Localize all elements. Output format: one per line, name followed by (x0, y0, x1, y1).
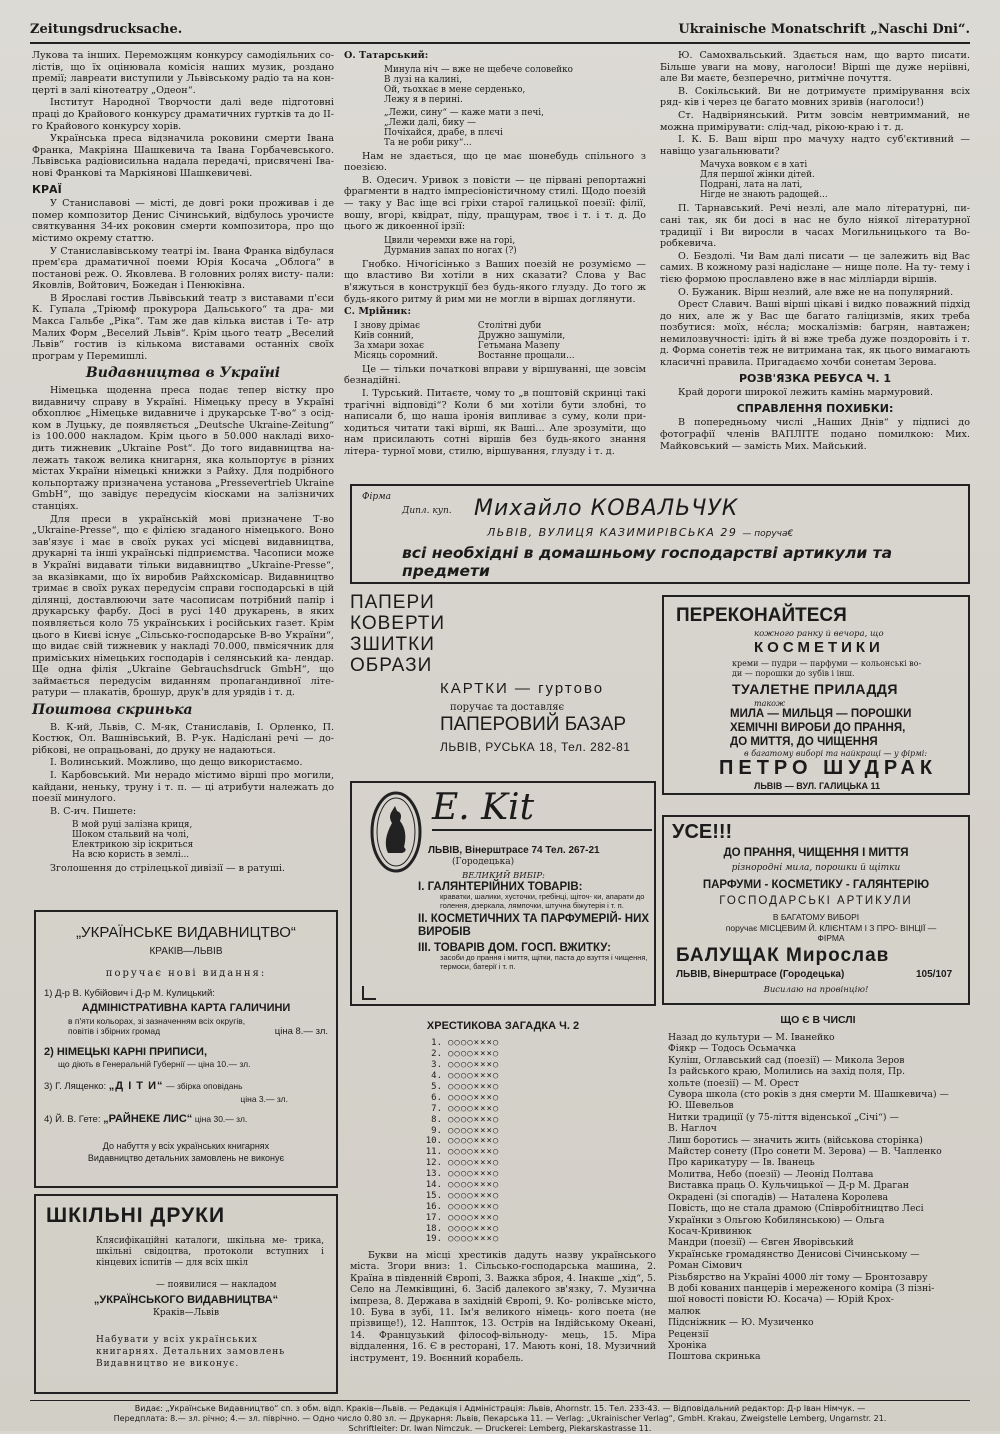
crossword-row-number: 7. (431, 1103, 442, 1114)
toc-item: Рецензії (668, 1328, 709, 1340)
pere-title: ПЕРЕКОНАЙТЕСЯ (676, 605, 847, 626)
corr-title: СПРАВЛЕННЯ ПОХИБКИ: (736, 401, 894, 415)
pere-t2: КОСМЕТИКИ (754, 639, 884, 656)
ad-balushchak (662, 815, 970, 1005)
pere-goods: МИЛА — МИЛЬЦЯ — ПОРОШКИ ХЕМІЧНІ ВИРОБИ ДО ПРАННЯ, ДО МИТТЯ, ДО ЧИЩЕННЯ (730, 708, 912, 748)
crossword-cells: ○○○○×××○ (448, 1147, 500, 1158)
toc-item: Хроніка (668, 1339, 707, 1351)
crossword-row-number: 19. (425, 1234, 442, 1245)
sd-title: ШКІЛЬНІ ДРУКИ (46, 1204, 226, 1227)
right-r6: О. Бездолі. Чи Вам далі писати — це залежить від Вас самих. В кожному разі надіслане — нище поле. На ту- тему і тією формою прославлено вже в нас мілліарди віршів. (660, 250, 970, 285)
right-r4: І. К. Б. Ваш вірш про мачуху надто суб'єктивний — навіщо узагальнювати? (660, 134, 970, 157)
pere-t6: також (754, 699, 786, 708)
toc-item: Куліш, Оглавський сад (поезії) — Микола Зеров (668, 1054, 905, 1066)
crossword-row (420, 1082, 560, 1093)
uv-title: „УКРАЇНСЬКЕ ВИДАВНИЦТВО“ (76, 924, 296, 941)
crossword-cells: ○○○○×××○ (448, 1212, 500, 1223)
crossword-row (420, 1049, 560, 1060)
ad-ukr-vydavnytstvo (34, 910, 338, 1188)
bal-name: БАЛУЩАК Мирослав (676, 945, 890, 966)
left-p3: Українська преса відзначила роковини смерти Івана Франка, Макріяна Шашкевича та Івана Горбачевського. Львівська радіовисильна надала передачі, присвячені Іва- нові Франкові та Маркіянові Шашкевичеві. (32, 133, 334, 179)
toc-item: малюк (668, 1305, 701, 1317)
crossword-row (420, 1147, 560, 1158)
crossword-cells: ○○○○×××○ (448, 1223, 500, 1234)
crossword-cells: ○○○○×××○ (448, 1158, 500, 1169)
crossword-row (420, 1103, 560, 1114)
paper-l1: ПАПЕРИ (350, 592, 435, 613)
bal-t2: різнородні мила, порошки й щітки (731, 863, 901, 873)
uv-b3p: ціна 3.— зл. (240, 1094, 288, 1104)
kit-i1: І. ГАЛЯНТЕРІЙНИХ ТОВАРІВ: (418, 881, 583, 893)
crossword-row (420, 1060, 560, 1071)
rebus-text: Край дороги широкої лежить камінь мармуровий. (678, 387, 933, 399)
sd-t4: Краків—Львів (152, 1308, 220, 1318)
uv-list (44, 988, 328, 1164)
toc-item: Із райського краю, Молились на захід поля, Пр. (668, 1066, 906, 1078)
right-r5: П. Тарнавський. Речі незлі, але мало літературні, пи- сані так, як би досі в нас не було ніякої літературної традиції і Ви виросли в часах Могильницького та Во- робкевича. (660, 203, 970, 250)
crossword-row (420, 1114, 560, 1125)
crossword (350, 1020, 656, 1364)
crossword-row (420, 1136, 560, 1147)
crossword-row (420, 1158, 560, 1169)
footer (30, 1404, 970, 1434)
uv-b1: 1) Д-р В. Кубійович і Д-р М. Кулицький: (44, 988, 215, 999)
uv-end2: Видавництво детальних замовлень не виконує (87, 1153, 285, 1163)
left-p13: Зголошення до стрілецької дивізії — в ратуші. (50, 863, 285, 875)
crossword-title: ХРЕСТИКОВА ЗАГАДКА Ч. 2 (426, 1020, 580, 1032)
crossword-cells: ○○○○×××○ (448, 1071, 500, 1082)
uv-b2: 2) НІМЕЦЬКІ КАРНІ ПРИПИСИ, (44, 1046, 208, 1058)
crossword-cells: ○○○○×××○ (448, 1180, 500, 1191)
toc-item: Повість, що не стала драмою (Співробітництво Лесі (668, 1203, 924, 1215)
left-p6: В Ярославі гостив Львівський театр з виставами п'єси К. Гупала „Тріюмф прокурора Дальського“ та дра- ми Макса Гальбе „Ріка“. Там же дав кілька вистав і Те- атр Малих Форм „Веселий Львів“. Крім цього театр „Веселий Львів“ гостив із кількома виставами останніх своїх програм у Перемишлі. (32, 292, 334, 362)
uv-b2d: що діють в Генеральній Губернії (58, 1059, 185, 1069)
crossword-cells: ○○○○×××○ (448, 1060, 500, 1071)
uv-b1d: в п'яти кольорах, зі зазначенням всіх округів, повітів і збірних громад (68, 1016, 246, 1036)
uv-city: КРАКІВ—ЛЬВІВ (149, 946, 223, 957)
paper-l7: ПАПЕРОВИЙ БАЗАР (440, 714, 627, 735)
footer-rule (30, 1400, 970, 1401)
crossword-row-number: 1. (431, 1038, 442, 1049)
crossword-row (420, 1092, 560, 1103)
crossword-cells: ○○○○×××○ (448, 1049, 500, 1060)
toc-item: Ю. Шевельов (668, 1100, 734, 1112)
uv-b3d: — збірка оповідань (166, 1081, 243, 1091)
toc-item: В добі кованих панцерів і мереженого коміра (З пізні- (668, 1282, 935, 1294)
vyd-title: Видавництва в Україні (85, 365, 281, 382)
crossword-row-number: 14. (425, 1180, 442, 1191)
pere-t5: ТУАЛЕТНЕ ПРИЛАДДЯ (732, 681, 898, 697)
toc-item: шої новості повісти Ю. Косача) — Юрій Крох- (668, 1294, 894, 1306)
toc-item: Фіякр — Тодось Осьмачка (668, 1043, 797, 1055)
crossword-row-number: 9. (431, 1125, 442, 1136)
kit-i3d: засоби до прання і миття, щітки, паста до взуття і чищення, термоси, батерії і т. п. (440, 953, 648, 971)
mid-a4-name: С. Мрійник: (344, 306, 412, 318)
toc-item: хольте (поезії) — М. Орест (668, 1077, 800, 1089)
ad-kit (350, 781, 656, 1006)
header-right: Ukrainische Monatschrift „Naschi Dni“. (678, 22, 970, 37)
paper-l8: ЛЬВІВ, РУСЬКА 18, Тел. 282-81 (440, 740, 631, 754)
kit-logo: E. Kit (432, 787, 535, 828)
bal-t3: ПАРФУМИ - КОСМЕТИКУ - ГАЛЯНТЕРІЮ (702, 879, 930, 891)
mid-a2-poem: Цвили черемхи вже на горі, Дурманив запах по ногах (?) (384, 235, 517, 256)
toc-item: Майстер сонету (Про сонети М. Зерова) — В. Чапленко (668, 1146, 942, 1158)
left-p9: В. К-ий, Львів, С. М-як, Станиславів, І. Орленко, П. Костюк, Ол. Вашнівський, В. Р-ук. Надіслані речі — до- рібкові, не опрацьовані, до друку не надаються. (32, 721, 334, 756)
mid-a4-text: Це — тільки початкові вправи у віршуванні, ще зовсім безнадійні. (344, 363, 646, 387)
toc-item: Роман Сімович (668, 1260, 743, 1272)
crossword-cells: ○○○○×××○ (448, 1114, 500, 1125)
crossword-row (420, 1071, 560, 1082)
uv-b4a: 4) Й. В. Гете: (44, 1114, 101, 1125)
ad-perekonaitesia (662, 595, 970, 795)
kraj-title: КРАЇ (32, 182, 62, 196)
left-p1: Лукова та інших. Переможцям конкурсу самодіяльних со- лістів, що їх оцінювала комісія наших музик, роздано премії; лавреати виступили у Львівському радіо та на кон- церті в залі кінотеатру „Одеон“. (32, 50, 334, 96)
crossword-row-number: 3. (431, 1060, 442, 1071)
mid-a1-poem: Минула ніч — вже не щебече соловейко В лузі на калині, Ой, тьохкає в мене серденько, Лежу я в перині. (384, 64, 573, 105)
mid-a4-poem (354, 321, 646, 361)
crossword-row (420, 1212, 560, 1223)
uv-b1p: ціна 8.— зл. (274, 1026, 328, 1037)
toc-item: Поштова скринька (668, 1351, 761, 1363)
kovalchuk-dipl: Дипл. куп. (402, 506, 452, 516)
ad-kovalchuk (350, 484, 970, 584)
bal-addr: ЛЬВІВ, Вінерштрасе (Городецька) (676, 969, 845, 980)
kit-addr: ЛЬВІВ, Вінерштрасе 74 Тел. 267-21 (428, 845, 600, 856)
bal-t1: ДО ПРАННЯ, ЧИЩЕННЯ І МИТТЯ (723, 847, 909, 859)
crossword-row-number: 10. (425, 1136, 442, 1147)
kit-i2: ІІ. КОСМЕТИЧНИХ ТА ПАРФУМЕРІЙ- НИХ ВИРОБІВ (418, 913, 650, 938)
left-p5: У Станиславівському театрі ім. Івана Франка відбулася прем'єра драматичної поеми Юрія Косача „Облога“ в постанові реж. О. Яковлева. В головних ролях висту- пали: Яковлів, Войтович, Божедан і Пенюківна. (32, 245, 334, 292)
left-p12: В. С-ич. Пишете: (50, 805, 137, 817)
left-p7: Німецька щоденна преса подає тепер вістку про видавничу справу в Україні. Німецьку пресу в Україні обхоплює „Німецьке видавниче і друкарське Т-во“ з осід- ком в Луцьку, де появляється „Deutsche Ukraine-Zeitung“ із 100.000 накладом. Крім цього в 50.000 накладі вихо- дить тижневик „Ukraine Post“. До того видавництва на- лежать також велика книгарня, яка кольпортує в різних містах України німецькі книжки з Райху. Для подрібного кольпортажу призначена установа „Pressevertrieb Ukraine GmbH“, що завідує передусім кіосками на залізничих станціях. (32, 385, 334, 512)
pere-t10: в багатому виборі та найкращі — у фірмі: (744, 749, 928, 758)
uv-b3a: 3) Г. Лященко: (44, 1081, 107, 1092)
crossword-row-number: 4. (431, 1071, 442, 1082)
uv-b4t: „РАЙНЕКЕ ЛИС“ (103, 1113, 193, 1125)
bal-num: 105/107 (916, 969, 953, 980)
crossword-cells: ○○○○×××○ (448, 1234, 500, 1245)
pere-t11: ПЕТРО ШУДРАК (719, 757, 938, 779)
sd-t1: Клясифікаційні каталоги, шкільна ме- трика, шкільні свідоцтва, протоколи вступних і кінцевих іспитів — для всіх шкіл (96, 1236, 324, 1268)
footer-l1: Видає: „Українське Видавництво“ сп. з обм. відп. Краків—Львів. — Редакція і Адміністрація: Львів, Ahornstr. 15. Тел. 233-43. — Відповідальний редактор: Д-р Іван Німчук. — (134, 1404, 866, 1413)
footer-l2: Передплата: 8.— зл. річно; 4.— зл. піврічно. — Одно число 0.80 зл. — Друкарня: Львів, Пекарська 11. — Verlag: „Ukrainischer Verlag“, GmbH. Krakau, Zweigstelle Lemberg, Ungarnstr. 21. (113, 1414, 887, 1423)
bal-t6: поручає МІСЦЕВИМ Й. КЛІЄНТАМ І З ПРО- ВІНЦІЇ — ФІРМА (725, 923, 937, 943)
right-r2: В. Сокільський. Ви не дотримуєте примірування всіх ряд- ків і через це багато мовних зривів (наголоси!) (660, 85, 970, 109)
crossword-row (420, 1169, 560, 1180)
mid-a3: Гнобко. Нічогісінько з Ваших поезій не розуміємо — що властиво Ви хотіли в них сказати? Слова у Вас в'яжуться в конструкції без будь-якого глузду. До того ж будь-якого ритму й рим ми не могли в віршах доглянути. (344, 258, 646, 305)
toc-item: Виставка праць О. Кульчицької — Д-р М. Драган (668, 1180, 909, 1192)
footer-l3: Schriftleiter: Dr. Iwan Nimczuk. — Druckerei: Lemberg, Piekarskastrasse 11. (348, 1424, 652, 1433)
crossword-row-number: 11. (425, 1147, 442, 1158)
paper-l2: КОВЕРТИ (350, 613, 446, 634)
uv-b4p: ціна 30.— зл. (194, 1114, 248, 1124)
crossword-cells: ○○○○×××○ (448, 1169, 500, 1180)
kovalchuk-firm: Фірма (362, 492, 391, 502)
toc-item: Лиш боротись — значить жить (військова сторінка) (668, 1134, 923, 1146)
crossword-row-number: 16. (425, 1201, 442, 1212)
toc-item: Підсніжник — Ю. Музиченко (668, 1317, 814, 1329)
cat-logo-icon (370, 791, 422, 873)
toc-item: Молитва, Небо (поезії) — Леонід Полтава (668, 1168, 874, 1180)
kit-i3: ІІІ. ТОВАРІВ ДОМ. ГОСП. ВЖИТКУ: (418, 942, 611, 954)
bal-prov: Висилаю на провінцію! (763, 985, 869, 995)
crossword-row-number: 6. (431, 1092, 442, 1103)
toc-item: Косач-Кривинюк (668, 1225, 752, 1237)
crossword-row-number: 8. (431, 1114, 442, 1125)
middle-column (344, 50, 646, 458)
crossword-cells: ○○○○×××○ (448, 1136, 500, 1147)
crossword-grid (420, 1038, 560, 1245)
left-column (32, 50, 334, 876)
paper-l4: ОБРАЗИ (350, 655, 433, 676)
mid-a4-left: І знову дрімає Київ сонний, За хмари зохає Місяць соромний. (354, 320, 438, 361)
left-p11: І. Карбовський. Ми нерадо містимо вірші про могили, кайдани, неньку, труну і т. п. — ці атрибути належать до поезії минулого. (32, 770, 334, 805)
kovalchuk-name: Михайло КОВАЛЬЧУК (474, 496, 739, 521)
sd-t2: — появилися — накладом (156, 1280, 277, 1290)
crossword-cells: ○○○○×××○ (448, 1103, 500, 1114)
crossword-cells: ○○○○×××○ (448, 1190, 500, 1201)
kovalchuk-addr: ЛЬВІВ, ВУЛИЦЯ КАЗИМИРІВСЬКА 29 — поруча€ (487, 526, 794, 539)
paper-l6: поручає та доставляє (450, 702, 565, 713)
toc-item: Про карикатуру — Ів. Іванець (668, 1157, 815, 1169)
toc-list (668, 1032, 968, 1363)
ad-shkilni-druky (34, 1194, 338, 1394)
mid-a1-name: О. Татарський: (344, 50, 429, 61)
kit-addr2: (Городецька) (452, 857, 515, 867)
toc-item: Сувора школа (сто років з дня смерти М. Шашкевича) — (668, 1089, 949, 1101)
uv-end1: До набуття у всіх українських книгарнях (102, 1141, 270, 1151)
crossword-row-number: 12. (425, 1158, 442, 1169)
right-r3: Ст. Надвірнянський. Ритм зовсім невтримманий, не можна примірувати: слід-чад, рікою-краю і т. д. (660, 109, 970, 133)
left-poem: В мой руці залізна криця, Шоком стальвий на чолі, Електрикою зір іскриться На всю користь в землі... (72, 820, 194, 861)
bal-top: УСЕ!!! (672, 821, 733, 843)
crossword-row (420, 1201, 560, 1212)
toc-item: Нитки традиції (у 75-ліття віденської „Січі“) — (668, 1111, 899, 1123)
crossword-row (420, 1223, 560, 1234)
toc-item: Окрадені (зі спогадів) — Наталена Королева (668, 1191, 889, 1203)
mid-a5: І. Турський. Питаєте, чому то „в поштовій скринці такі трагічні відповіді“? Коли б ми хотіли бути злобні, то написали б, що наша іронія випливає з суму, коли при- ходиться читати такі вірші, як Ваші... Але зрозуміти, що нам присилають сотні віршів без будь-якого знання літера- турної мови, стилю, віршування, глузду і т. д. (344, 387, 646, 457)
crossword-row-number: 18. (425, 1223, 442, 1234)
sd-t3: „УКРАЇНСЬКОГО ВИДАВНИЦТВА“ (93, 1294, 279, 1306)
pere-t1: кожного ранку й вечора, що (754, 629, 884, 639)
post-title: Поштова скринька (32, 702, 193, 719)
crossword-text: Букви на місці хрестиків дадуть назву українського міста. Згори вниз: 1. Сільсько-господарська машина, 2. Країна в південній Європі, 3. Важка зброя, 4. Інакше „хід“, 5. Село на Лемківщині, 6. Засіб далекого зв'язку, 7. Музична імпреза, 8. Держава в західній Європі, 9. Ко- ролівське місто, 10. Бува в зубі, 11. Ім'я великого німець- кого поета (не прізвище!), 12. Наппток, 13. Острів на Індійському Океані, 14. Французький філософ-вільноду- мець, 15. Міра віддалення, 16. Є в ресторані, 17. Мають коні, 18. Музичний інструмент, 19. Воєнний корабель. (350, 1250, 656, 1364)
paper-l5: КАРТКИ — гуртово (440, 680, 605, 697)
header-left: Zeitungsdrucksache. (30, 22, 183, 37)
right-r7: О. Бужаник. Вірш незлий, але вже не на популярний. (678, 286, 954, 298)
crossword-cells: ○○○○×××○ (448, 1038, 500, 1049)
kovalchuk-slogan: всі необхідні в домашньому господарстві артикули та предмети (402, 544, 893, 580)
sd-t5: Набувати у всіх українських книгарнях. Детальних замовлень Видавництво не виконує. (96, 1335, 286, 1369)
pere-t12: ЛЬВІВ — ВУЛ. ГАЛИЦЬКА 11 (754, 781, 880, 791)
mid-a1-poem2: „Лежи, сину“ — каже мати з печі, „Лежи далі, бику — Почіхайся, драбе, в плєчі Та не роби рику“... (384, 107, 544, 148)
crossword-cells: ○○○○×××○ (448, 1125, 500, 1136)
kit-i1d: краватки, шалики, хусточки, гребінці, щіточ- ки, апарати до голення, дзеркала, лямпочки, штучна біжутерія і т. п. (440, 892, 645, 910)
crossword-row (420, 1234, 560, 1245)
left-p4: У Станиславові — місті, де довгі роки проживав і де помер композитор Денис Січинський, відбулось урочисте святкування 34-их роковин смерти композитора, про що містимо окрему статтю. (32, 198, 334, 244)
paper-l3: ЗШИТКИ (350, 634, 435, 655)
toc-item: В. Наглоч (668, 1123, 717, 1135)
kit-items (418, 881, 650, 971)
right-r8: Орест Славич. Ваші вірші цікаві і видко поважний підхід до них, але ж у Вас ще багато галіцизмів, яких треба позбутися: моїх, нє́сла; москалізмів: багрян, навтажен; немилозвучності: ідіть й ві вже треба дуже поздоровіть і т. д. Форма сонетів теж не витримана так, як цього вимагають класичні правила. Пригадаємо хочби сонетам Зерова. (660, 299, 970, 369)
paper-list (350, 592, 445, 676)
uv-b2p: — ціна 10.— зл. (187, 1059, 251, 1069)
toc-title: ЩО Є В ЧИСЛІ (780, 1014, 856, 1026)
crossword-row (420, 1125, 560, 1136)
ad-paper (350, 590, 655, 775)
mid-a4-right: Столітні дуби Дружно зашуміли, Гетьмана Мазепу Востанне прощали... (477, 320, 575, 361)
uv-pre: поручає нові видання: (105, 968, 267, 979)
crossword-row-number: 2. (431, 1049, 442, 1060)
crossword-cells: ○○○○×××○ (448, 1092, 500, 1103)
right-column (660, 50, 970, 453)
toc (668, 1014, 968, 1363)
right-r1: Ю. Самохвальський. Здається нам, що варто писати. Більше уваги на мову, наголоси! Вірші ще дуже неріівні, але Ви маєте, безперечно, ритмічне почуття. (660, 50, 970, 85)
crossword-row (420, 1180, 560, 1191)
crossword-row-number: 13. (425, 1169, 442, 1180)
crossword-row (420, 1190, 560, 1201)
uv-b3t: „Д І Т И“ (108, 1080, 164, 1092)
toc-item: Назад до культури — М. Іванейко (668, 1032, 835, 1043)
kit-big: ВЕЛИКИЙ ВИБІР: (462, 871, 545, 881)
crossword-cells: ○○○○×××○ (448, 1082, 500, 1092)
pere-t3: креми — пудри — парфуми — кольонські во- ди — порошки до зубів і інш. (732, 659, 922, 678)
toc-item: Мандри (поезії) — Євген Яворівський (668, 1237, 854, 1249)
corr-text: В попередньому числі „Наших Днів“ у підписі до фотографії членів ВАПЛІТЕ подано помилкою: Мих. Майковський — замість Мих. Майський. (660, 417, 970, 452)
crossword-row-number: 17. (425, 1212, 442, 1223)
rebus-title: РОЗВ'ЯЗКА РЕБУСА Ч. 1 (738, 371, 891, 385)
toc-item: Різьбярство на Україні 4000 літ тому — Бронтозавру (668, 1271, 928, 1283)
bal-t4: ГОСПОДАРСЬКІ АРТИКУЛИ (719, 895, 913, 907)
uv-b1t: АДМІНІСТРАТИВНА КАРТА ГАЛИЧИНИ (81, 1002, 291, 1014)
header-rule (30, 42, 970, 44)
bal-t5: В БАГАТОМУ ВИБОРІ (772, 912, 860, 922)
left-p8: Для преси в українській мові призначене Т-во „Ukraine-Presse“, що є філією згаданого німецького. Воно зав'язує і має в своїх руках усі місцеві видавництва, друкарні та інші українські підприємства. Часописи може в Україні видавати тільки видавництво „Ukraine-Presse“, за вказівками, що їх виробив Райхскомісар. Видавництво тримає в своїх руках передусім справи господарські в цій ділянці, доставлюючи зате часописам потрібний папір і друкарську фарбу. Досі в русі 140 друкарень, в яких появляється коло 75 українських і російських газет. Крім цього в Києві існує „Сільсько-господарське В-во України“, що видає свій тижневик у накладі 70.000, пвмісячник для приміських німецьких господарів і селянський ка- лендар. Ще одна філія „Ukraine Gebrauchsdruck GmbH“, що займається передусім виданням пропагандивної літе- ратури — плакатів, брошур, друк'в для урядів і т. д. (32, 513, 334, 699)
left-p10: І. Волинський. Можливо, що дещо використаємо. (50, 757, 303, 769)
left-p2: Інститут Народної Творчости далі веде підготовні праці до Крайового конкурсу драматичних гуртків та до II-го Крайового конкурсу хорів. (32, 97, 334, 132)
right-r4-poem: Мачуха вовком є в хаті Для першої жінки дітей. Подрані, лата на латі, Нігде не знають радощей... (700, 160, 828, 201)
crossword-row-number: 5. (431, 1082, 442, 1092)
toc-item: Українки з Ольгою Кобилянською) — Ольга (668, 1214, 885, 1226)
crossword-row (420, 1038, 560, 1049)
mid-a2: В. Одесич. Уривок з повісти — це пірвані репортажні фрагменти в надто імпресіоністичному стилі. Щодо поезій — таку у Вас іще всі гріхи старої галицької поезії: філії, вошу, вгорі, квідрат, піду, пращурам, твоє і т. і т. д. До цього ж дикоенної ірзії: (344, 174, 646, 233)
mid-a1-text: Нам не здається, що це має шонебудь спільного з поезією. (344, 150, 646, 174)
toc-item: Українське громадянство Денисові Січинському — (668, 1248, 920, 1260)
crossword-cells: ○○○○×××○ (448, 1201, 500, 1212)
crossword-row-number: 15. (425, 1190, 442, 1201)
